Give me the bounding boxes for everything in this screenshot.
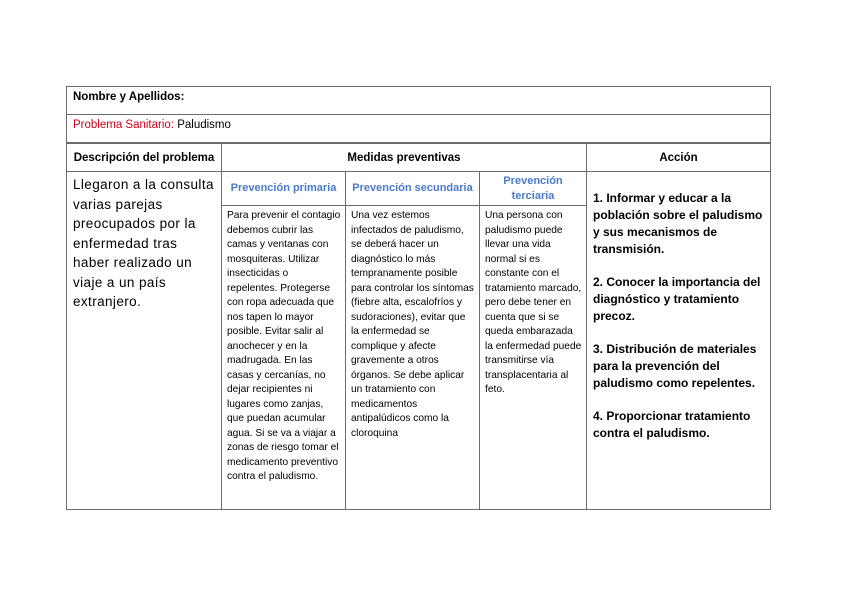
- header-measures: [221, 143, 587, 172]
- name-label: Nombre y Apellidos:: [73, 91, 185, 103]
- header-measures-text: Medidas preventivas: [347, 151, 461, 164]
- subheader-primary: [221, 171, 346, 206]
- secondary-prevention-cell: [345, 205, 480, 510]
- description-text: Llegaron a la consulta varias parejas preocupados por la enfermedad tras haber realizado un viaje a un país extranjero.: [73, 177, 214, 309]
- description-cell: [66, 171, 222, 510]
- subheader-primary-text: Prevención primaria: [230, 182, 337, 194]
- problem-row: [66, 114, 771, 143]
- primary-prevention-text: Para prevenir el contagio debemos cubrir las camas y ventanas con mosquiteras. Utilizar insecticidas o repelentes. Protegerse con ropa adecuada que nos tapen lo mayor posible. Evitar salir al anochecer y en la madrugada. En las casas y cercanías, no dejar recipientes ni lugares como zanjas, que puedan acumular agua. Si se va a viajar a zonas de riesgo tomar el medicamento preventivo contra el paludismo.: [227, 210, 341, 482]
- tertiary-prevention-text: Una persona con paludismo puede llevar una vida normal si es constante con el tratamiento marcado, pero debe tener en cuenta que si se queda embarazada la enfermedad puede transmitirse vía transplacentaria al feto.: [485, 210, 582, 395]
- action-item: 3. Distribución de materiales para la prevención del paludismo como repelentes.: [593, 342, 757, 390]
- header-action: [586, 143, 771, 172]
- secondary-prevention-text: Una vez estemos infectados de paludismo, se deberá hacer un diagnóstico lo más tempranamente posible para controlar los síntomas (fiebre alta, escalofríos y sudoraciones), evitar que la enfermedad se complique y afecte gravemente a otros órganos. Se debe aplicar un tratamiento con medicamentos antipalúdicos como la cloroquina: [351, 210, 474, 439]
- subheader-secondary-text: Prevención secundaria: [352, 182, 473, 194]
- subheader-secondary: [345, 171, 480, 206]
- primary-prevention-cell: [221, 205, 346, 510]
- tertiary-prevention-cell: [479, 205, 587, 510]
- name-row: [66, 86, 771, 115]
- header-action-text: Acción: [659, 151, 698, 164]
- header-description: [66, 143, 222, 172]
- action-cell: [586, 171, 771, 510]
- action-item: 2. Conocer la importancia del diagnóstico y tratamiento precoz.: [593, 275, 761, 323]
- action-item: 4. Proporcionar tratamiento contra el paludismo.: [593, 409, 751, 440]
- action-item: 1. Informar y educar a la población sobre el paludismo y sus mecanismos de transmisión.: [593, 191, 763, 256]
- header-description-text: Descripción del problema: [73, 151, 215, 164]
- subheader-tertiary: [479, 171, 587, 206]
- problem-value: Paludismo: [177, 119, 231, 131]
- problem-label: Problema Sanitario:: [73, 119, 174, 131]
- subheader-tertiary-text: Prevención terciaria: [503, 174, 563, 202]
